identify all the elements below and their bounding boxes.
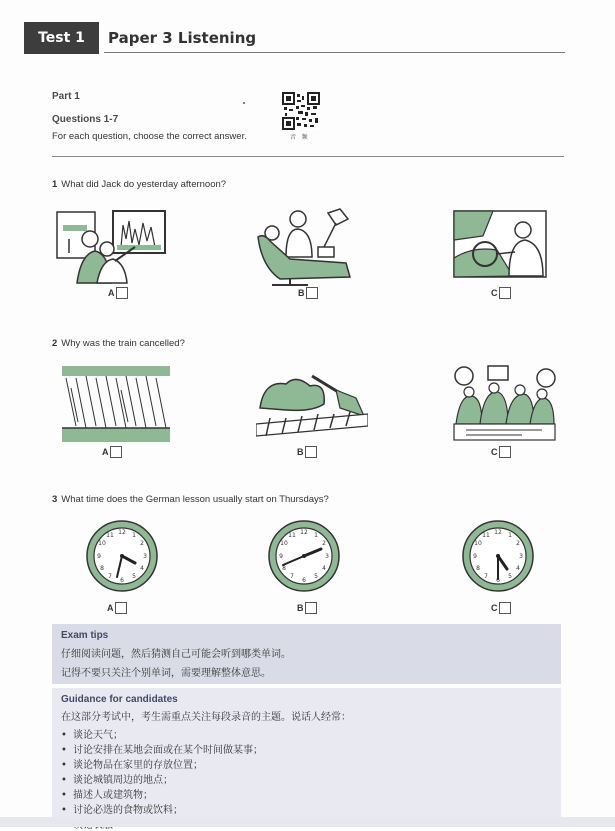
option-1b[interactable] — [298, 287, 318, 299]
questions-range: Questions 1-7 — [52, 114, 119, 125]
answer-checkbox[interactable] — [305, 446, 317, 458]
exam-tips-box — [52, 624, 561, 684]
question-3 — [52, 494, 329, 505]
guidance-box — [52, 688, 561, 827]
svg-text:11: 11 — [288, 532, 296, 539]
answer-checkbox[interactable] — [306, 287, 318, 299]
part-heading: Part 1 — [52, 91, 80, 102]
svg-text:2: 2 — [516, 540, 520, 547]
option-letter: A — [102, 447, 109, 457]
svg-text:10: 10 — [474, 540, 482, 547]
svg-text:1: 1 — [132, 532, 136, 539]
answer-checkbox[interactable] — [116, 287, 128, 299]
svg-text:9: 9 — [97, 553, 101, 560]
guidance-bullet: • 讨论安排在某地会面或在某个时间做某事； — [61, 745, 263, 756]
svg-text:2: 2 — [140, 540, 144, 547]
option-letter: A — [107, 603, 114, 613]
svg-text:12: 12 — [118, 529, 126, 536]
guidance-bullet: • 谈论城镇周边的地点； — [61, 775, 173, 786]
svg-text:9: 9 — [279, 553, 283, 560]
option-letter: B — [298, 288, 305, 298]
svg-text:3: 3 — [325, 553, 329, 560]
exam-tips-title: Exam tips — [61, 630, 109, 641]
qr-code-icon[interactable] — [282, 92, 320, 130]
question-1 — [52, 179, 226, 190]
driving-car-illustration — [453, 210, 548, 280]
answer-checkbox[interactable] — [499, 287, 511, 299]
svg-text:12: 12 — [300, 529, 308, 536]
question-number: 1 — [52, 179, 58, 190]
answer-checkbox[interactable] — [499, 602, 511, 614]
option-2c[interactable] — [491, 446, 511, 458]
qr-label: 音 频 — [290, 135, 310, 141]
answer-checkbox[interactable] — [115, 602, 127, 614]
svg-text:3: 3 — [143, 553, 147, 560]
question-number: 2 — [52, 338, 58, 349]
guidance-bullet: • 讨论必选的食物或饮料； — [61, 805, 183, 816]
svg-text:7: 7 — [290, 573, 294, 580]
header-divider — [104, 52, 565, 53]
option-1a[interactable] — [108, 287, 128, 299]
instruction-text: For each question, choose the correct answer. — [52, 131, 247, 142]
guidance-bullet: • 描述人或建筑物； — [61, 790, 153, 801]
art-gallery-illustration — [55, 209, 170, 284]
svg-text:5: 5 — [314, 573, 318, 580]
clock-c-illustration — [461, 519, 535, 593]
svg-text:10: 10 — [98, 540, 106, 547]
fallen-tree-illustration — [256, 368, 368, 444]
exam-tip-line: 记得不要只关注个别单词，需要理解整体意思。 — [61, 668, 271, 679]
heavy-rain-illustration — [62, 366, 170, 442]
guidance-title: Guidance for candidates — [61, 694, 178, 705]
svg-text:10: 10 — [280, 540, 288, 547]
answer-checkbox[interactable] — [110, 446, 122, 458]
option-letter: B — [297, 603, 304, 613]
clock-b-illustration — [267, 519, 341, 593]
page-header — [24, 22, 565, 54]
answer-checkbox[interactable] — [305, 602, 317, 614]
svg-text:8: 8 — [100, 565, 104, 572]
section-divider — [52, 156, 564, 157]
svg-text:5: 5 — [132, 573, 136, 580]
option-letter: C — [491, 288, 498, 298]
test-label: Test 1 — [24, 22, 99, 54]
question-text: Why was the train cancelled? — [61, 338, 185, 349]
svg-text:6: 6 — [496, 577, 500, 584]
guidance-bullet: • 谈论物品在家里的存放位置； — [61, 760, 203, 771]
option-letter: C — [491, 603, 498, 613]
svg-text:11: 11 — [482, 532, 490, 539]
svg-text:8: 8 — [476, 565, 480, 572]
option-3a[interactable] — [107, 602, 127, 614]
clock-a-illustration — [85, 519, 159, 593]
svg-text:2: 2 — [322, 540, 326, 547]
svg-text:1: 1 — [508, 532, 512, 539]
svg-text:6: 6 — [120, 577, 124, 584]
option-2a[interactable] — [102, 446, 122, 458]
svg-text:9: 9 — [473, 553, 477, 560]
svg-text:1: 1 — [314, 532, 318, 539]
option-3b[interactable] — [297, 602, 317, 614]
svg-text:6: 6 — [302, 577, 306, 584]
svg-text:4: 4 — [140, 565, 144, 572]
svg-text:12: 12 — [494, 529, 502, 536]
dentist-illustration — [250, 207, 358, 287]
svg-text:8: 8 — [282, 565, 286, 572]
svg-text:3: 3 — [519, 553, 523, 560]
svg-text:4: 4 — [516, 565, 520, 572]
option-3c[interactable] — [491, 602, 511, 614]
question-2 — [52, 338, 185, 349]
svg-text:7: 7 — [108, 573, 112, 580]
option-letter: A — [108, 288, 115, 298]
question-text: What did Jack do yesterday afternoon? — [61, 179, 227, 190]
svg-text:7: 7 — [484, 573, 488, 580]
option-1c[interactable] — [491, 287, 511, 299]
answer-checkbox[interactable] — [499, 446, 511, 458]
option-2b[interactable] — [297, 446, 317, 458]
guidance-intro: 在这部分考试中，考生需重点关注每段录音的主题。说话人经常： — [61, 712, 351, 723]
guidance-bullet: • 谈论天气； — [61, 730, 123, 741]
option-letter: B — [297, 447, 304, 457]
svg-text:11: 11 — [106, 532, 114, 539]
option-letter: C — [491, 447, 498, 457]
question-text: What time does the German lesson usually start on Thursdays? — [61, 494, 329, 505]
svg-text:5: 5 — [508, 573, 512, 580]
exam-tip-line: 仔细阅读问题，然后猜测自己可能会听到哪类单词。 — [61, 649, 291, 660]
paper-title: Paper 3 Listening — [108, 29, 257, 47]
footer-band — [0, 817, 615, 827]
question-number: 3 — [52, 494, 58, 505]
stray-dot — [243, 102, 245, 104]
protest-crowd-illustration — [452, 364, 557, 442]
svg-text:4: 4 — [322, 565, 326, 572]
